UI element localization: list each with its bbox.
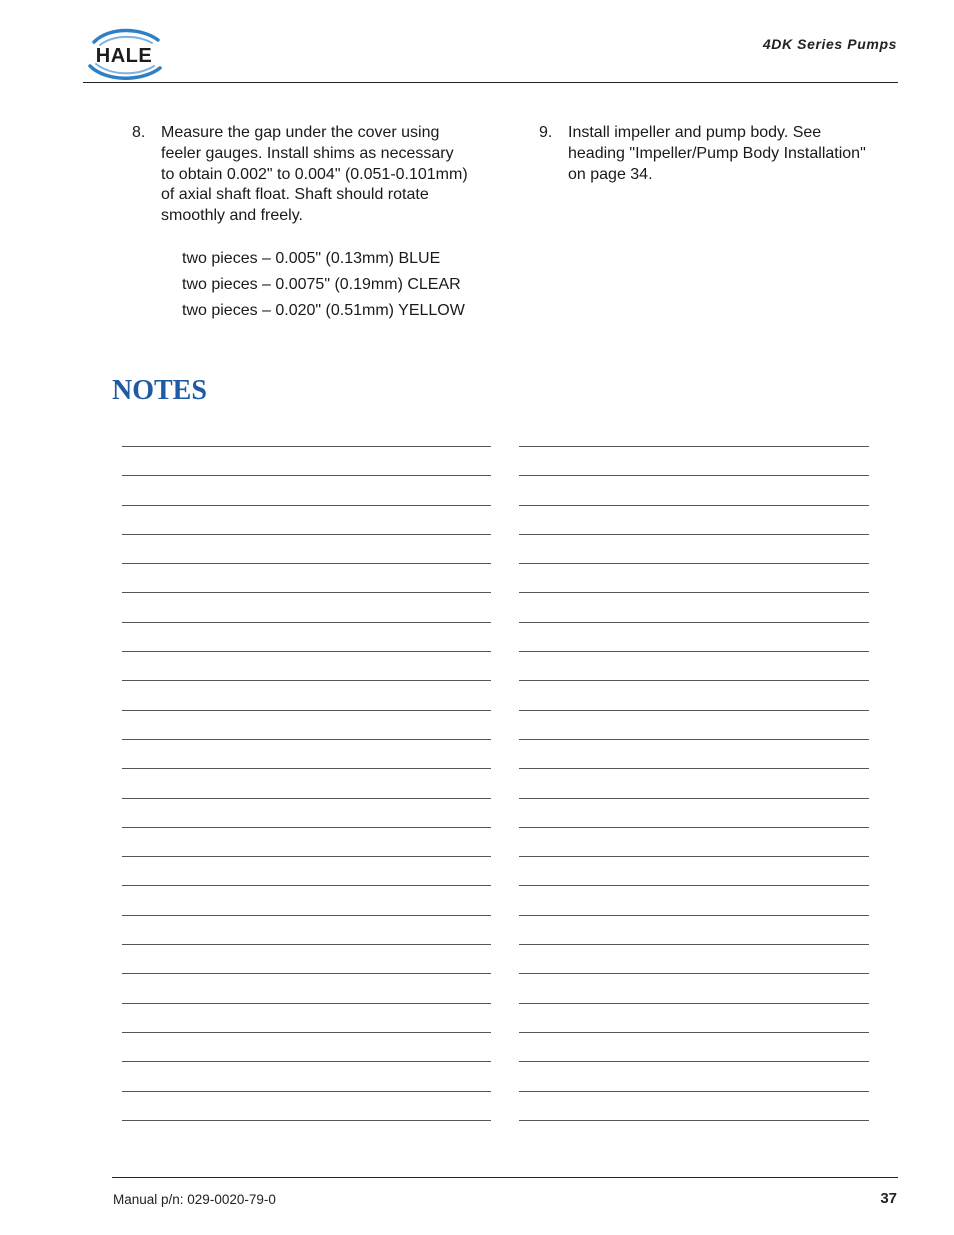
step-number: 9. bbox=[539, 124, 553, 141]
note-line bbox=[519, 1032, 869, 1033]
note-line bbox=[519, 1120, 869, 1121]
step-text: Measure the gap under the cover using feeler gauges. Install shims as necessary to obtain 0.002" to 0.004" (0.051-0.101mm) of axial shaft float. Shaft should rotate smoothly and freely. bbox=[161, 124, 468, 225]
note-line bbox=[519, 710, 869, 711]
note-line bbox=[122, 592, 491, 593]
note-line bbox=[519, 680, 869, 681]
note-line bbox=[122, 1091, 491, 1092]
note-line bbox=[519, 563, 869, 564]
shim-item: two pieces – 0.005" (0.13mm) BLUE bbox=[182, 250, 441, 267]
notes-column-left bbox=[122, 446, 491, 1149]
note-line bbox=[519, 856, 869, 857]
note-line bbox=[519, 651, 869, 652]
note-line bbox=[519, 915, 869, 916]
note-line bbox=[122, 885, 491, 886]
note-line bbox=[122, 944, 491, 945]
note-line bbox=[122, 622, 491, 623]
note-line bbox=[519, 622, 869, 623]
note-line bbox=[122, 739, 491, 740]
note-line bbox=[519, 827, 869, 828]
note-line bbox=[122, 680, 491, 681]
series-title: 4DK Series Pumps bbox=[762, 36, 897, 52]
note-line bbox=[122, 563, 491, 564]
note-line bbox=[122, 446, 491, 447]
step-number: 8. bbox=[132, 124, 146, 141]
note-line bbox=[519, 944, 869, 945]
note-line bbox=[519, 1003, 869, 1004]
note-line bbox=[519, 768, 869, 769]
note-line bbox=[519, 505, 869, 506]
notes-heading: NOTES bbox=[112, 375, 207, 406]
note-line bbox=[122, 1003, 491, 1004]
note-line bbox=[122, 651, 491, 652]
note-line bbox=[122, 1032, 491, 1033]
note-line bbox=[122, 768, 491, 769]
note-line bbox=[122, 1061, 491, 1062]
note-line bbox=[519, 534, 869, 535]
logo-swoosh-top-inner bbox=[100, 37, 152, 45]
note-line bbox=[122, 827, 491, 828]
page-number: 37 bbox=[880, 1190, 897, 1207]
note-line bbox=[519, 973, 869, 974]
shim-item: two pieces – 0.020" (0.51mm) YELLOW bbox=[182, 302, 465, 319]
note-line bbox=[519, 798, 869, 799]
step-text: Install impeller and pump body. See heading "Impeller/Pump Body Installation" on page 34. bbox=[568, 124, 866, 183]
notes-column-right bbox=[519, 446, 869, 1149]
note-line bbox=[519, 446, 869, 447]
note-line bbox=[519, 885, 869, 886]
note-line bbox=[122, 534, 491, 535]
note-line bbox=[519, 1091, 869, 1092]
header-rule bbox=[83, 82, 898, 83]
note-line bbox=[122, 710, 491, 711]
manual-part-number: Manual p/n: 029-0020-79-0 bbox=[113, 1192, 276, 1207]
note-line bbox=[122, 1120, 491, 1121]
note-line bbox=[122, 973, 491, 974]
footer-rule bbox=[112, 1177, 898, 1178]
note-line bbox=[122, 798, 491, 799]
note-line bbox=[122, 505, 491, 506]
note-line bbox=[519, 739, 869, 740]
note-line bbox=[122, 856, 491, 857]
shim-list bbox=[182, 249, 465, 327]
hale-logo bbox=[82, 26, 166, 82]
logo-wordmark: HALE bbox=[95, 45, 153, 67]
note-line bbox=[519, 1061, 869, 1062]
note-line bbox=[519, 592, 869, 593]
note-line bbox=[122, 915, 491, 916]
shim-item: two pieces – 0.0075" (0.19mm) CLEAR bbox=[182, 276, 461, 293]
note-line bbox=[122, 475, 491, 476]
note-line bbox=[519, 475, 869, 476]
